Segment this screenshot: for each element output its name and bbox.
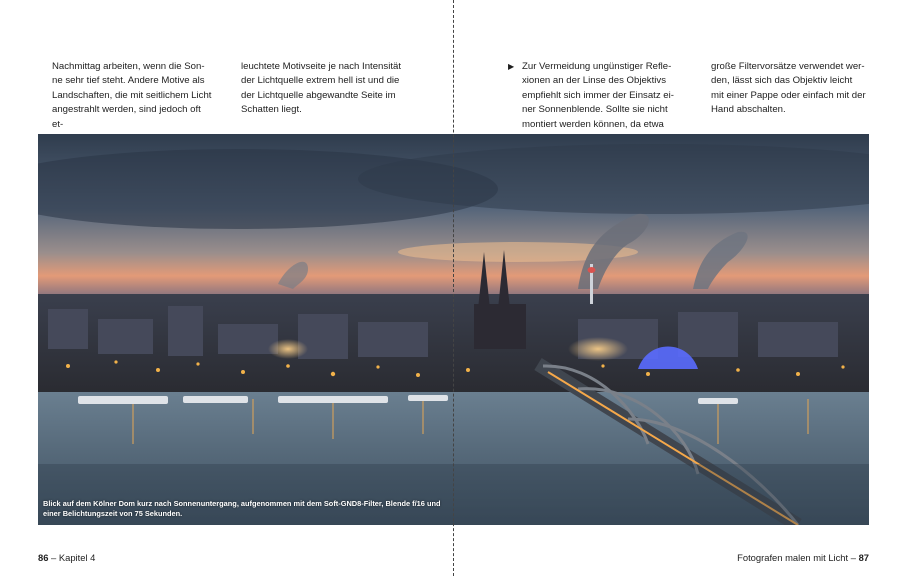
body-text: Nachmittag arbeiten, wenn die Son- ne sehr tief steht. Andere Motive als Landschaften, die mit seitlichem Licht angestrahlt werden, sind jedoch oft et-	[52, 61, 212, 130]
left-text-column-2	[241, 60, 411, 118]
left-page-footer	[38, 552, 95, 563]
bullet-arrow-icon: ▶	[508, 62, 515, 71]
chapter-title: Fotografen malen mit Licht –	[737, 552, 859, 563]
right-page-footer	[737, 552, 869, 563]
page-gutter	[453, 0, 454, 576]
chapter-label: – Kapitel 4	[48, 552, 96, 563]
right-text-column-1	[508, 60, 678, 132]
photo-caption: Blick auf dem Kölner Dom kurz nach Sonnenuntergang, aufgenommen mit dem Soft-GND8-Filter, Blende f/16 und einer Belichtungszeit von 75 Sekunden.	[43, 499, 441, 518]
page-number: 87	[858, 552, 869, 563]
tip-text: Zur Vermeidung ungünstiger Refle- xionen an der Linse des Objektivs empfiehlt sich immer der Einsatz ei- ner Sonnenblende. Sollte sie nicht montiert werden können, da etwa	[522, 61, 674, 130]
page-number: 86	[38, 552, 49, 563]
body-text: große Filtervorsätze verwendet wer- den, lässt sich das Objektiv leicht mit einer Pappe oder einfach mit der Hand abschalten.	[711, 61, 866, 116]
body-text: leuchtete Motivseite je nach Intensität der Lichtquelle extrem hell ist und die der Lichtquelle abgewandte Seite im Schatten liegt.	[241, 61, 401, 116]
right-text-column-2	[711, 60, 871, 118]
